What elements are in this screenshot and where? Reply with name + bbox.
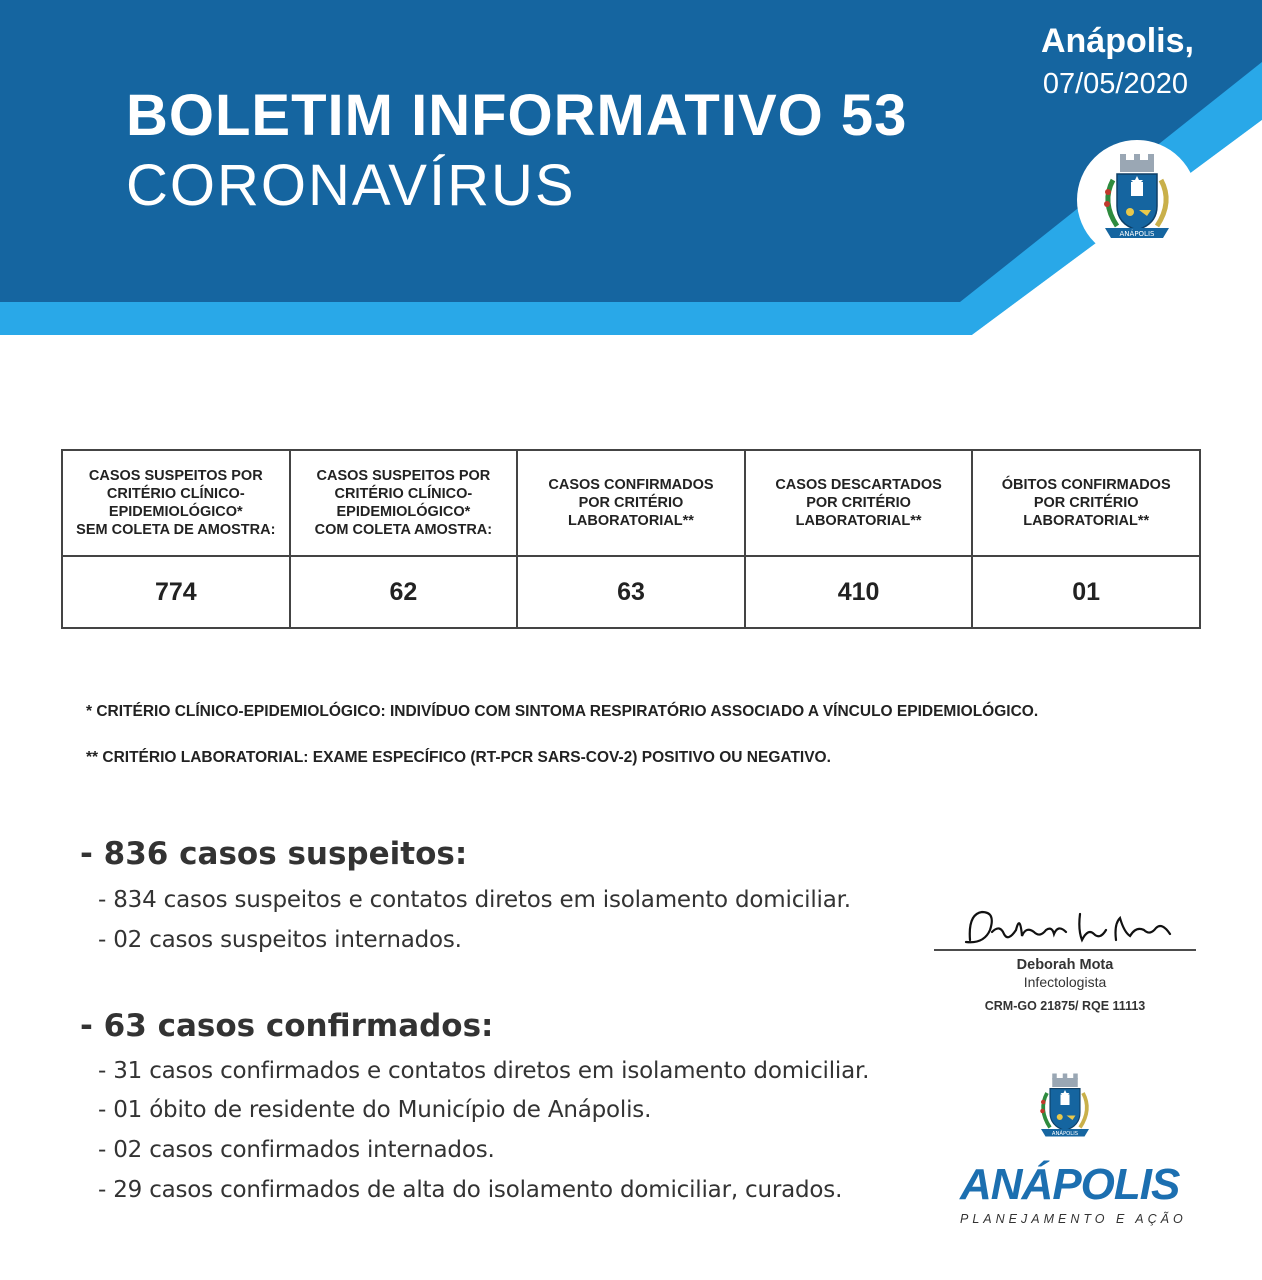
value-suspected-with-sample: 62 (290, 556, 518, 628)
value-suspected-no-sample: 774 (62, 556, 290, 628)
list-item: - 29 casos confirmados de alta do isolamento domiciliar, curados. (98, 1177, 843, 1203)
value-discarded: 410 (745, 556, 973, 628)
city-name: Anápolis, (1040, 22, 1194, 60)
list-item: - 01 óbito de residente do Município de Anápolis. (98, 1097, 652, 1123)
signer-crm: CRM-GO 21875/ RQE 11113 (984, 999, 1146, 1013)
header-suspected-with-sample: CASOS SUSPEITOS POR CRITÉRIO CLÍNICO- EPIDEMIOLÓGICO* COM COLETA AMOSTRA: (290, 450, 518, 556)
header-banner (0, 0, 1262, 340)
signature-icon (930, 900, 1200, 954)
table-row (62, 556, 1200, 628)
list-item: - 02 casos confirmados internados. (98, 1137, 495, 1163)
handwritten-signature (930, 900, 1200, 954)
header-deaths: ÓBITOS CONFIRMADOS POR CRITÉRIO LABORATORIAL** (972, 450, 1200, 556)
footnote-laboratory: ** CRITÉRIO LABORATORIAL: EXAME ESPECÍFICO (RT-PCR SARS-COV-2) POSITIVO OU NEGATIVO. (86, 749, 831, 766)
header-confirmed: CASOS CONFIRMADOS POR CRITÉRIO LABORATORIAL** (517, 450, 745, 556)
bulletin-title: BOLETIM INFORMATIVO 53 (126, 83, 908, 148)
header-suspected-no-sample: CASOS SUSPEITOS POR CRITÉRIO CLÍNICO- EPIDEMIOLÓGICO* SEM COLETA DE AMOSTRA: (62, 450, 290, 556)
bulletin-date: 07/05/2020 (1042, 68, 1188, 100)
bulletin-subtitle: CORONAVÍRUS (126, 153, 576, 218)
header-discarded: CASOS DESCARTADOS POR CRITÉRIO LABORATORIAL** (745, 450, 973, 556)
crest-label: ANÁPOLIS (1119, 230, 1155, 238)
brand-name: ANÁPOLIS (960, 1160, 1180, 1209)
city-crest (1020, 1058, 1110, 1158)
crest-label: ANÁPOLIS (1051, 1131, 1079, 1137)
brand-tagline: PLANEJAMENTO E AÇÃO (960, 1212, 1187, 1226)
section-heading-suspected: - 836 casos suspeitos: (80, 836, 468, 872)
table-header-row (62, 450, 1200, 556)
coat-of-arms-icon (1077, 140, 1197, 260)
crest-badge (1077, 140, 1197, 260)
list-item: - 31 casos confirmados e contatos diretos em isolamento domiciliar. (98, 1058, 870, 1084)
stats-table (61, 449, 1201, 629)
value-confirmed: 63 (517, 556, 745, 628)
footnote-clinical: * CRITÉRIO CLÍNICO-EPIDEMIOLÓGICO: INDIVÍDUO COM SINTOMA RESPIRATÓRIO ASSOCIADO A VÍNCULO EPIDEMIOLÓGICO. (86, 703, 1039, 720)
signer-role: Infectologista (1023, 974, 1107, 990)
list-item: - 02 casos suspeitos internados. (98, 927, 462, 953)
coat-of-arms-icon (1020, 1058, 1110, 1158)
signer-name: Deborah Mota (1016, 957, 1114, 973)
list-item: - 834 casos suspeitos e contatos diretos em isolamento domiciliar. (98, 887, 851, 913)
value-deaths: 01 (972, 556, 1200, 628)
section-heading-confirmed: - 63 casos confirmados: (80, 1008, 494, 1044)
